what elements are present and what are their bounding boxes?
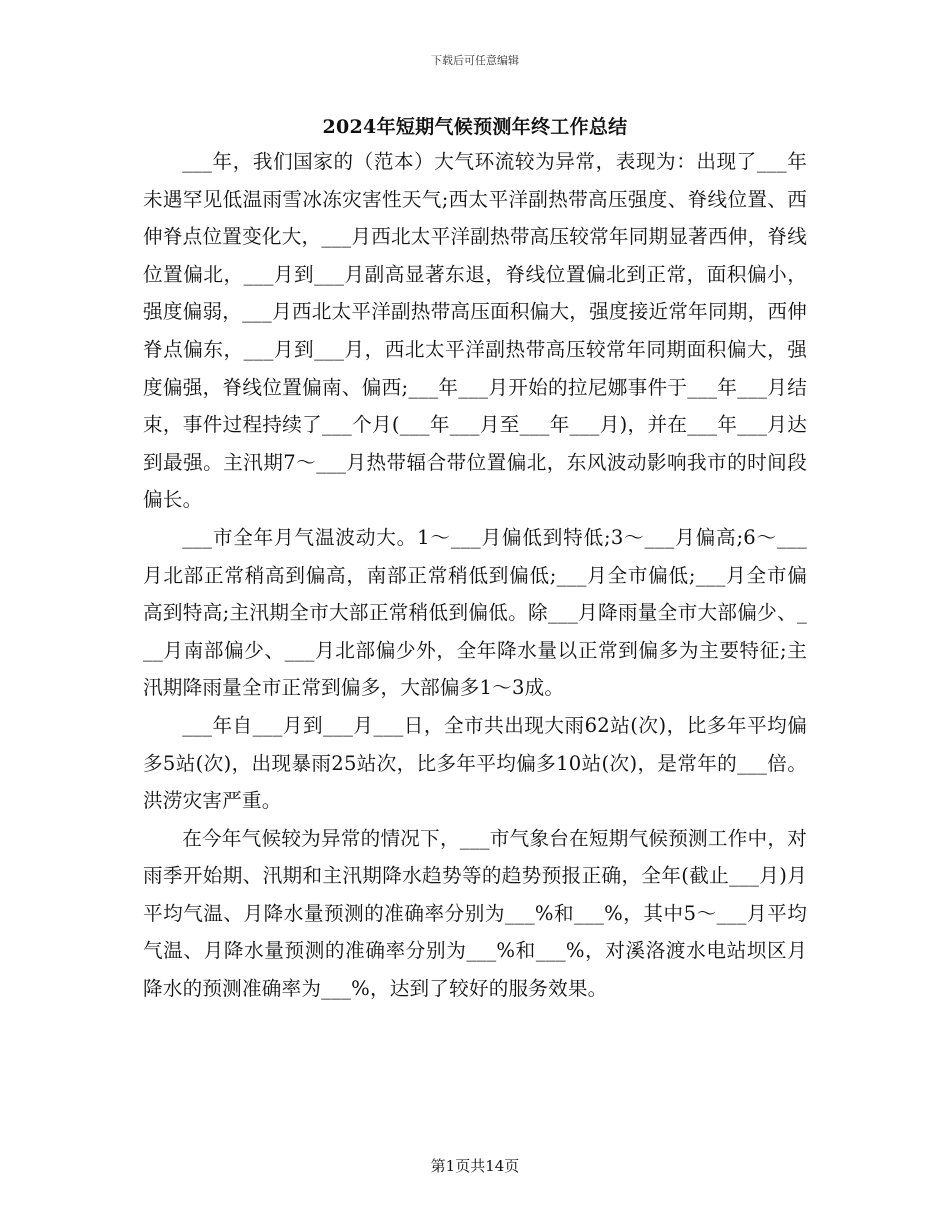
paragraph-heavy-rain: ___年自___月到___月___日，全市共出现大雨62站(次)，比多年平均偏多5站(次)，出现暴雨25站次，比多年平均偏多10站(次)，是常年的___倍。洪涝灾害严重。	[143, 713, 807, 813]
page-number: 第1页共14页	[430, 1157, 520, 1175]
header-note: 下载后可任意编辑	[431, 54, 519, 67]
document-body	[143, 143, 807, 1008]
paragraph-temperature-rainfall: ___市全年月气温波动大。1～___月偏低到特低;3～___月偏高;6～___月北部正常稍高到偏高，南部正常稍低到偏低;___月全市偏低;___月全市偏高到特高;主汛期全市大部正常稍低到偏低。除___月降雨量全市大部偏少、___月南部偏少、___月北部偏少外，全年降水量以正常到偏多为主要特征;主汛期降雨量全市正常到偏多，大部偏多1～3成。	[143, 525, 807, 700]
paragraph-forecast-accuracy: 在今年气候较为异常的情况下，___市气象台在短期气候预测工作中，对雨季开始期、汛期和主汛期降水趋势等的趋势预报正确，全年(截止___月)月平均气温、月降水量预测的准确率分别为___%和___%，其中5～___月平均气温、月降水量预测的准确率分别为___%和___%，对溪洛渡水电站坝区月降水的预测准确率为___%，达到了较好的服务效果。	[143, 826, 807, 1001]
paragraph-climate-overview: ___年，我们国家的（范本）大气环流较为异常，表现为：出现了___年未遇罕见低温雨雪冰冻灾害性天气;西太平洋副热带高压强度、脊线位置、西伸脊点位置变化大，___月西北太平洋副热带高压较常年同期显著西伸，脊线位置偏北，___月到___月副高显著东退，脊线位置偏北到正常，面积偏小，强度偏弱，___月西北太平洋副热带高压面积偏大，强度接近常年同期，西伸脊点偏东，___月到___月，西北太平洋副热带高压较常年同期面积偏大，强度偏强，脊线位置偏南、偏西;___年___月开始的拉尼娜事件于___年___月结束，事件过程持续了___个月(___年___月至___年___月)，并在___年___月达到最强。主汛期7～___月热带辐合带位置偏北，东风波动影响我市的时间段偏长。	[143, 150, 807, 512]
document-title: 2024年短期气候预测年终工作总结	[322, 116, 628, 138]
